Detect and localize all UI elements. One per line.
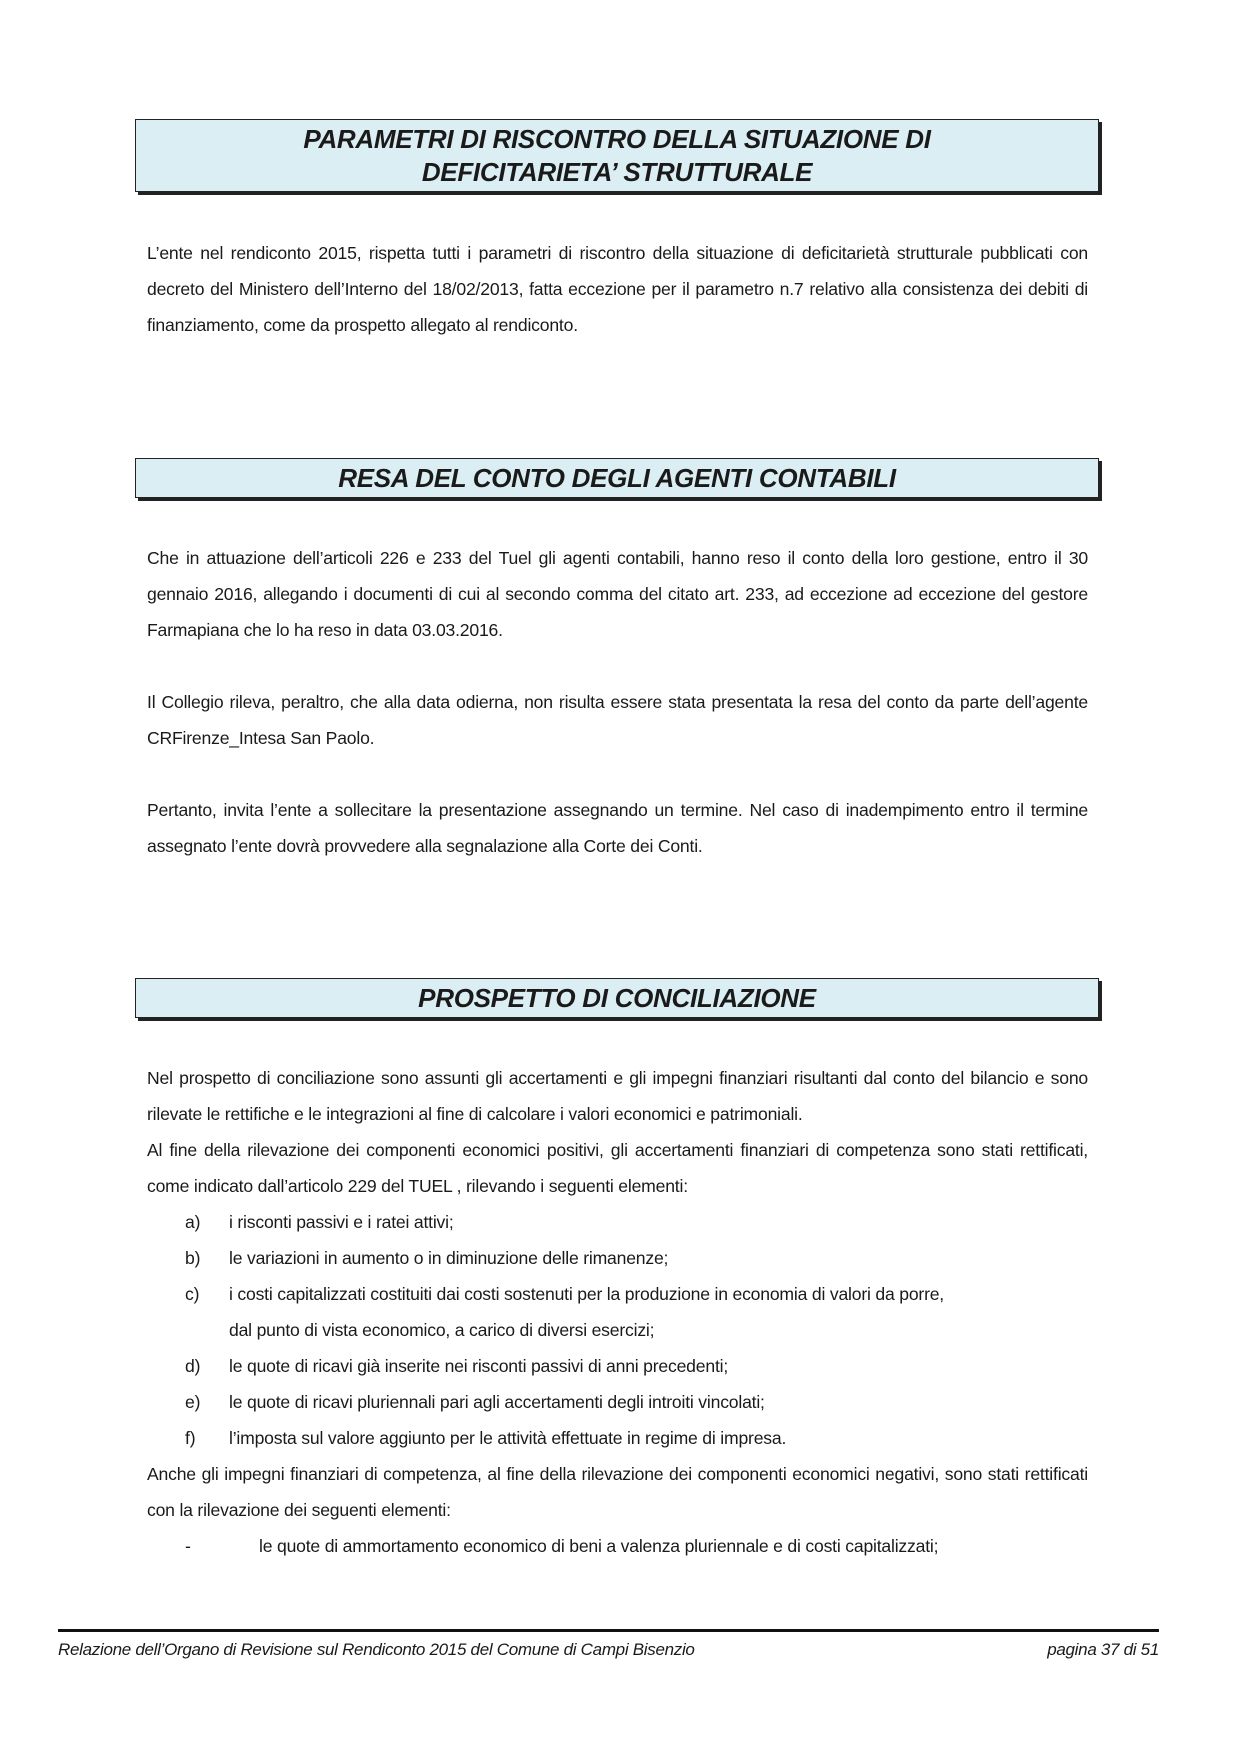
paragraph: Pertanto, invita l’ente a sollecitare la presentazione assegnando un termine. Nel caso di inadempimento entro il termine assegnato l’ente dovrà provvedere alla segnalazione alla Corte dei Conti.	[147, 800, 1088, 856]
footer-title: Relazione dell’Organo di Revisione sul Rendiconto 2015 del Comune di Campi Bisenzio	[58, 1640, 695, 1659]
paragraph: L’ente nel rendiconto 2015, rispetta tutti i parametri di riscontro della situazione di deficitarietà strutturale pubblicati con decreto del Ministero dell’Interno del 18/02/2013, fatta eccezione per il parametro n.7 relativo alla consistenza dei debiti di finanziamento, come da prospetto allegato al rendiconto.	[147, 243, 1088, 335]
list-marker: b)	[185, 1248, 201, 1268]
section-title-line: PARAMETRI DI RISCONTRO DELLA SITUAZIONE DI	[303, 124, 931, 154]
list-text: le quote di ricavi già inserite nei risconti passivi di anni precedenti;	[229, 1356, 729, 1376]
footer-rule	[58, 1629, 1159, 1632]
list-marker: -	[185, 1536, 191, 1556]
list-text: le variazioni in aumento o in diminuzione delle rimanenze;	[229, 1248, 669, 1268]
list-text: le quote di ricavi pluriennali pari agli accertamenti degli introiti vincolati;	[229, 1392, 765, 1412]
section-body-conciliazione	[147, 1060, 1088, 1564]
list-marker: d)	[185, 1356, 201, 1376]
list-item	[147, 1204, 1088, 1240]
section-title-line: RESA DEL CONTO DEGLI AGENTI CONTABILI	[338, 463, 896, 493]
list-text: l’imposta sul valore aggiunto per le attività effettuate in regime di impresa.	[229, 1428, 787, 1448]
list-text: le quote di ammortamento economico di beni a valenza pluriennale e di costi capitalizzati;	[259, 1536, 939, 1556]
section-title-line: DEFICITARIETA’ STRUTTURALE	[421, 157, 813, 187]
paragraph: Anche gli impegni finanziari di competenza, al fine della rilevazione dei componenti economici negativi, sono stati rettificati con la rilevazione dei seguenti elementi:	[147, 1464, 1088, 1520]
section-body-parametri	[147, 235, 1088, 343]
footer-page-number: pagina 37 di 51	[1047, 1640, 1159, 1659]
paragraph: Al fine della rilevazione dei componenti economici positivi, gli accertamenti finanziari di competenza sono stati rettificati, come indicato dall’articolo 229 del TUEL , rilevando i seguenti elementi:	[147, 1140, 1088, 1196]
list-item	[147, 1420, 1088, 1456]
list-item	[147, 1240, 1088, 1276]
paragraph: Che in attuazione dell’articoli 226 e 233 del Tuel gli agenti contabili, hanno reso il conto della loro gestione, entro il 30 gennaio 2016, allegando i documenti di cui al secondo comma del citato art. 233, ad eccezione ad eccezione del gestore Farmapiana che lo ha reso in data 03.03.2016.	[147, 548, 1088, 640]
list-marker: a)	[185, 1212, 201, 1232]
list-marker: e)	[185, 1392, 201, 1412]
paragraph: Nel prospetto di conciliazione sono assunti gli accertamenti e gli impegni finanziari risultanti dal conto del bilancio e sono rilevate le rettifiche e le integrazioni al fine di calcolare i valori economici e patrimoniali.	[147, 1068, 1088, 1124]
section-header-conciliazione	[135, 978, 1099, 1018]
list-marker: f)	[185, 1428, 196, 1448]
dash-list-item	[147, 1528, 1088, 1564]
list-item	[147, 1348, 1088, 1384]
section-body-resa-conto	[147, 540, 1088, 864]
list-text: i costi capitalizzati costituiti dai costi sostenuti per la produzione in economia di valori da porre,	[229, 1284, 944, 1304]
paragraph: Il Collegio rileva, peraltro, che alla data odierna, non risulta essere stata presentata la resa del conto da parte dell’agente CRFirenze_Intesa San Paolo.	[147, 692, 1088, 748]
list-marker: c)	[185, 1284, 200, 1304]
list-text: i risconti passivi e i ratei attivi;	[229, 1212, 454, 1232]
list-item-continuation: dal punto di vista economico, a carico di diversi esercizi;	[229, 1320, 655, 1340]
section-header-parametri	[135, 119, 1099, 192]
list-item	[147, 1384, 1088, 1420]
section-title-line: PROSPETTO DI CONCILIAZIONE	[418, 983, 816, 1013]
section-header-resa-conto	[135, 458, 1099, 498]
list-item	[147, 1276, 1088, 1312]
